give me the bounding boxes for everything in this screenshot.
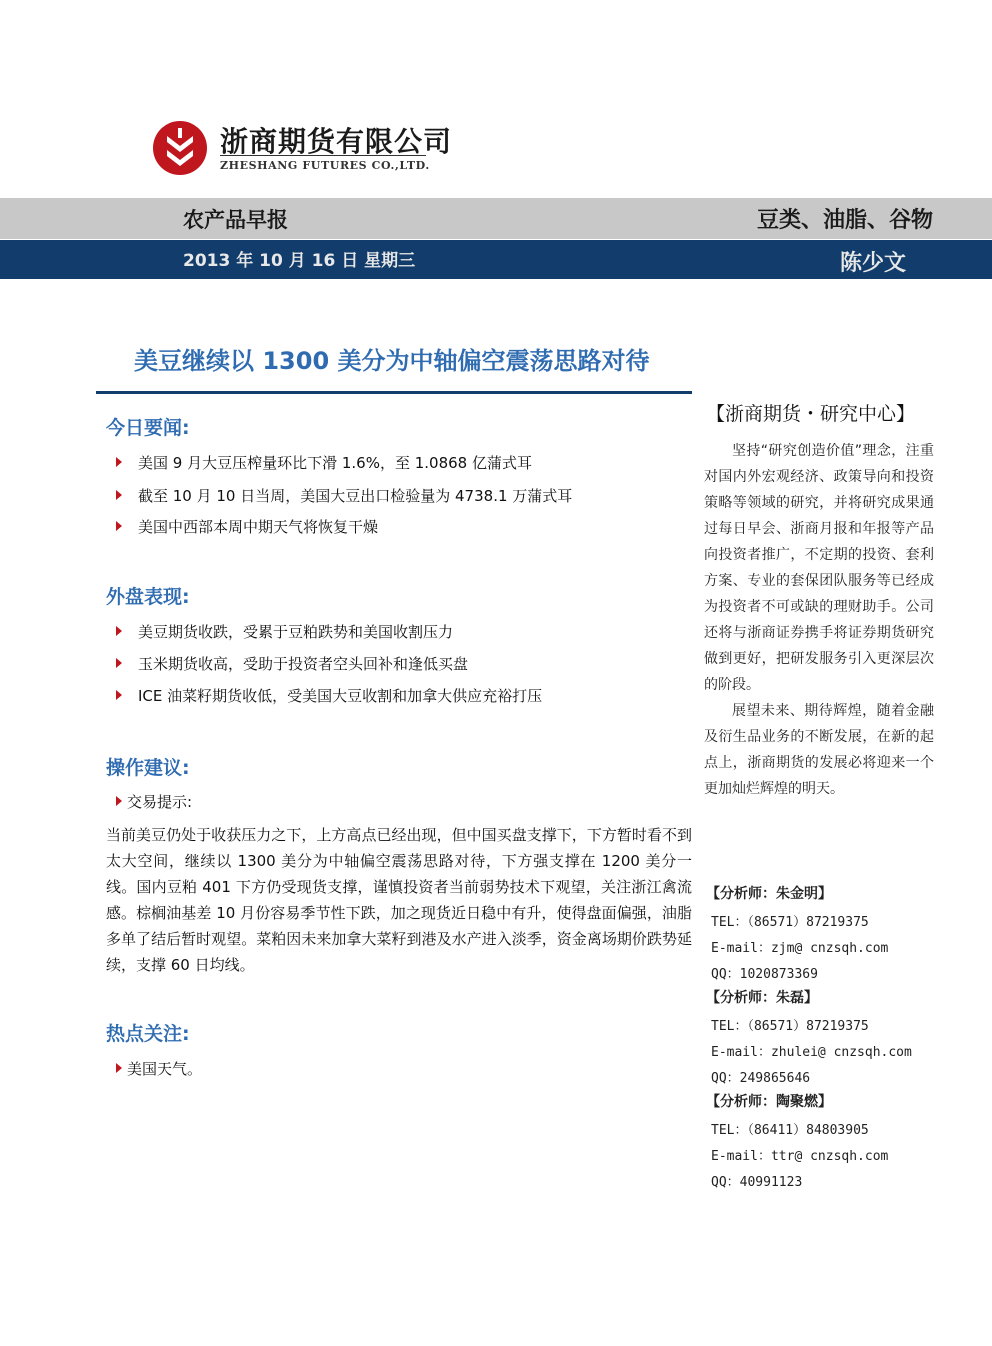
news-item: 美国中西部本周中期天气将恢复干燥 [116,516,378,537]
bullet-arrow-icon [116,796,122,806]
sidebar-paragraph: 展望未来、期待辉煌，随着金融及衍生品业务的不断发展，在新的起点上，浙商期货的发展必将迎来一个更加灿烂辉煌的明天。 [704,703,934,797]
bullet-arrow-icon [116,1063,122,1073]
overseas-item: 美豆期货收跌，受累于豆粕跌势和美国收割压力 [116,621,453,642]
news-item: 美国 9 月大豆压榨量环比下滑 1.6%，至 1.0868 亿蒲式耳 [116,452,532,473]
analyst-tel: TEL：（86411）84803905 [711,1123,869,1138]
logo-divider [220,155,426,156]
analyst-email: E-mail：zjm@ cnzsqh.com [711,941,889,956]
analyst-tel: TEL：（86571）87219375 [711,1019,869,1034]
analyst-email: E-mail：zhulei@ cnzsqh.com [711,1045,912,1060]
sidebar-heading: 【浙商期货・研究中心】 [706,403,916,425]
analyst-email: E-mail：ttr@ cnzsqh.com [711,1149,889,1164]
analyst-qq: QQ：40991123 [711,1175,803,1190]
page-title: 美豆继续以 1300 美分为中轴偏空震荡思路对待 [134,347,650,375]
analyst-name: 【分析师：陶聚燃】 [706,1094,832,1110]
report-category: 豆类、油脂、谷物 [757,208,934,233]
bullet-arrow-icon [116,457,122,467]
advice-body: 当前美豆仍处于收获压力之下，上方高点已经出现，但中国买盘支撑下，下方暂时看不到太大空间，继续以 1300 美分为中轴偏空震荡思路对待，下方强支撑在 1200 美分一线。国内豆粕 401 下方仍受现货支撑，谨慎投资者当前弱势技术下观望，关注浙江禽流感。棕榈油基差 10 月份容易季节性下跌，加之现货近日稳中有升，使得盘面偏强，油脂多单了结后暂时观望。菜粕因未来加拿大菜籽到港及水产进入淡季，资金离场期价跌势延续，支撑 60 日均线。 [106,826,692,974]
company-logo-icon [152,120,208,176]
overseas-item: ICE 油菜籽期货收低，受美国大豆收割和加拿大供应充裕打压 [116,685,542,706]
focus-heading: 热点关注: [106,1023,190,1045]
title-underline [96,391,692,394]
bullet-arrow-icon [116,690,122,700]
report-author: 陈少文 [840,251,907,276]
analyst-name: 【分析师：朱金明】 [706,886,832,902]
bullet-arrow-icon [116,521,122,531]
report-type: 农产品早报 [183,208,288,232]
overseas-item: 玉米期货收高，受助于投资者空头回补和逢低买盘 [116,653,468,674]
focus-item: 美国天气。 [116,1058,202,1079]
analyst-tel: TEL：（86571）87219375 [711,915,869,930]
overseas-heading: 外盘表现: [106,586,190,608]
bullet-arrow-icon [116,490,122,500]
advice-heading: 操作建议: [106,757,190,779]
company-name-cn: 浙商期货有限公司 [220,125,453,158]
bullet-arrow-icon [116,626,122,636]
trade-tip-label: 交易提示: [116,791,192,812]
analyst-qq: QQ：249865646 [711,1071,811,1086]
news-item: 截至 10 月 10 日当周，美国大豆出口检验量为 4738.1 万蒲式耳 [116,485,572,506]
analyst-name: 【分析师：朱磊】 [706,990,818,1006]
bullet-arrow-icon [116,658,122,668]
news-heading: 今日要闻: [106,417,190,439]
sidebar-paragraph: 坚持“研究创造价值”理念，注重对国内外宏观经济、政策导向和投资策略等领域的研究，并将研究成果通过每日早会、浙商月报和年报等产品向投资者推广，不定期的投资、套利方案、专业的套保团队服务等已经成为投资者不可或缺的理财助手。公司还将与浙商证券携手将证券期货研究做到更好，把研发服务引入更深层次的阶段。 [704,443,934,693]
analyst-qq: QQ：1020873369 [711,967,818,982]
report-date: 2013 年 10 月 16 日 星期三 [183,251,416,271]
company-name-en: ZHESHANG FUTURES CO.,LTD. [220,159,430,172]
